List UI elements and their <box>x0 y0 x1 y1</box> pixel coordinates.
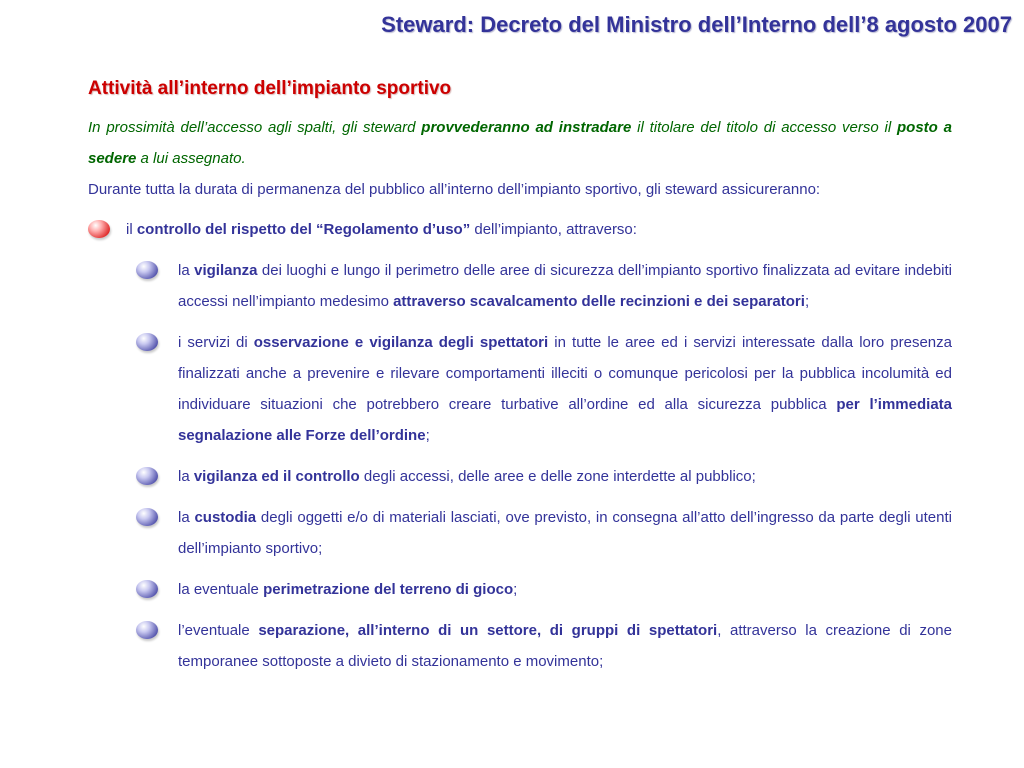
item-text: la <box>178 468 194 485</box>
intro-bold-text: posto a sedere <box>88 119 952 167</box>
main-bullet-bold: controllo del rispetto del “Regolamento d’uso” <box>136 221 471 238</box>
item-text: ; <box>804 293 810 310</box>
item-text: degli accessi, delle aree e delle zone interdette al pubblico; <box>359 468 756 485</box>
item-text: l’eventuale <box>178 622 259 639</box>
sub-bullet-item <box>136 255 952 317</box>
red-bullet-icon <box>88 220 110 238</box>
item-text: la eventuale <box>178 581 264 598</box>
sub-bullet-list <box>136 255 952 687</box>
item-bold-text: separazione, all’interno di un settore, di gruppi di spettatori <box>258 622 718 639</box>
item-bold-text: per l’immediata segnalazione alle Forze dell’ordine <box>178 396 952 444</box>
item-text: dei luoghi e lungo il perimetro delle aree di sicurezza dell’impianto sportivo finalizzata ad evitare indebiti accessi nell’impianto medesimo <box>178 262 952 310</box>
blue-bullet-icon <box>136 621 158 639</box>
item-text: ; <box>425 427 430 444</box>
main-bullet-plain: il <box>126 221 137 238</box>
main-bullet-text <box>126 216 637 244</box>
blue-bullet-icon <box>136 508 158 526</box>
sub-bullet-item <box>136 615 952 677</box>
intro-text: a lui assegnato. <box>136 150 246 167</box>
intro-paragraph <box>88 112 952 174</box>
section-title: Attività all’interno dell’impianto sportivo <box>88 78 452 99</box>
item-text: la <box>178 262 195 279</box>
item-text: ; <box>513 581 518 598</box>
item-bold-text: custodia <box>194 509 257 526</box>
blue-bullet-icon <box>136 261 158 279</box>
sub-bullet-item <box>136 502 952 564</box>
durante-paragraph: Durante tutta la durata di permanenza del pubblico all’interno dell’impianto sportivo, gli steward assicureranno: <box>88 181 821 198</box>
item-text: degli oggetti e/o di materiali lasciati, ove previsto, in consegna all’atto dell’ingresso da parte degli utenti dell’impianto sportivo; <box>178 509 952 557</box>
sub-bullet-item <box>136 574 952 605</box>
intro-text: In prossimità dell’accesso agli spalti, gli steward <box>88 119 422 136</box>
item-bold-text: attraverso scavalcamento delle recinzioni e dei separatori <box>393 293 805 310</box>
item-bold-text: osservazione e vigilanza degli spettatori <box>253 334 549 351</box>
blue-bullet-icon <box>136 333 158 351</box>
item-text: in tutte le aree ed i servizi interessate dalla loro presenza finalizzati anche a prevenire e rilevare comportamenti illeciti o comunque pericolosi per la pubblica incolumità ed individuare situazioni che potrebbero creare turbative all’ordine ed alla sicurezza pubblica <box>178 334 952 413</box>
main-bullet-plain: dell’impianto, attraverso: <box>470 221 637 238</box>
slide-title: Steward: Decreto del Ministro dell’Interno dell’8 agosto 2007 <box>381 12 1012 37</box>
item-text: la <box>178 509 195 526</box>
item-bold-text: perimetrazione del terreno di gioco <box>263 581 514 598</box>
item-text: , attraverso la creazione di zone temporanee sottoposte a divieto di stazionamento e movimento; <box>178 622 952 670</box>
item-bold-text: vigilanza ed il controllo <box>193 468 360 485</box>
sub-bullet-item <box>136 461 952 492</box>
intro-bold-text: provvederanno ad instradare <box>421 119 632 136</box>
blue-bullet-icon <box>136 580 158 598</box>
item-bold-text: vigilanza <box>194 262 258 279</box>
blue-bullet-icon <box>136 467 158 485</box>
item-text: i servizi di <box>178 334 254 351</box>
sub-bullet-item <box>136 327 952 451</box>
intro-text: il titolare del titolo di accesso verso il <box>631 119 898 136</box>
